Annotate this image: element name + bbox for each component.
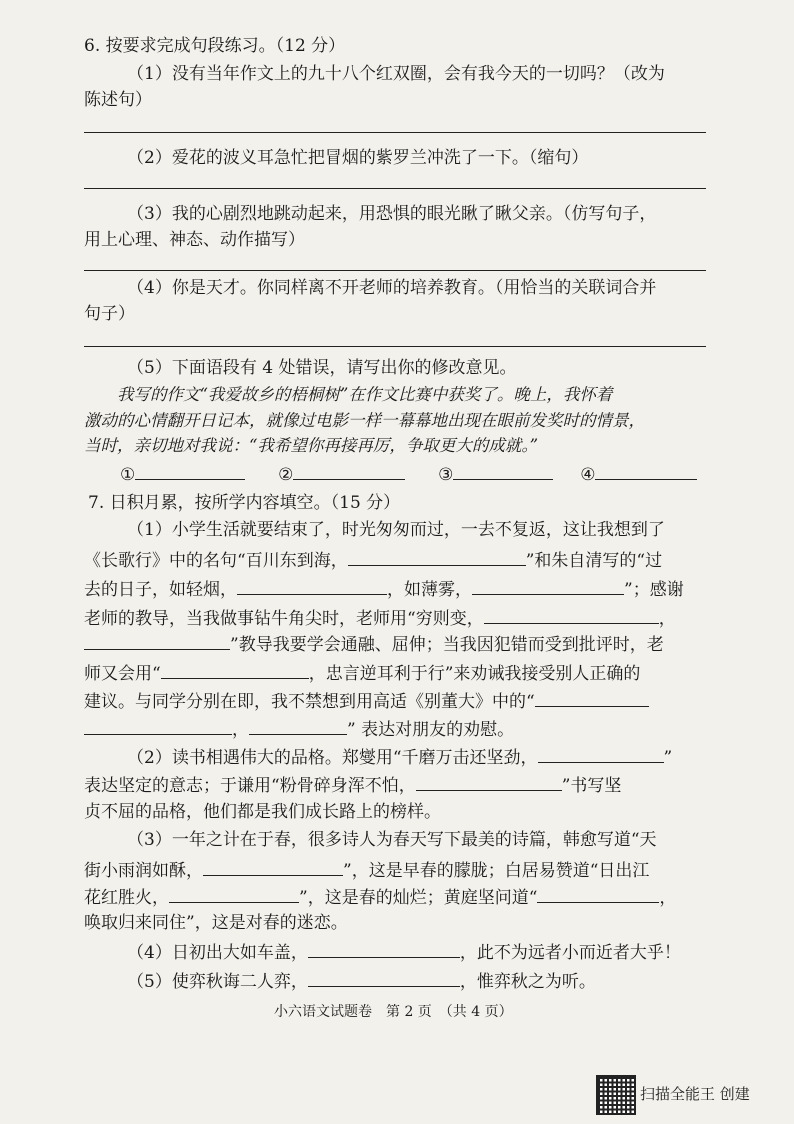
q7-line-6 <box>84 662 640 685</box>
q7-text: ， <box>659 888 677 908</box>
q7-text: ” <box>663 748 673 768</box>
q7-line-12: （3）一年之计在于春，很多诗人为春天写下最美的诗篇，韩愈写道“天 <box>127 830 657 850</box>
q6-paragraph-a: 我写的作文“我爱故乡的梧桐树”在作文比赛中获奖了。晚上，我怀着 <box>117 385 613 404</box>
q7-text: ，如薄雾， <box>387 580 472 600</box>
answer-line[interactable] <box>84 188 706 189</box>
q7-line-7 <box>84 690 649 713</box>
fill-blank[interactable] <box>538 746 664 763</box>
q7-line-13 <box>84 859 649 882</box>
q6-paragraph-b: 激动的心情翻开日记本，就像过电影一样一幕幕地出现在眼前发奖时的情景， <box>84 411 645 430</box>
qr-code-icon <box>596 1075 636 1115</box>
fill-blank[interactable] <box>348 549 526 566</box>
q7-line-9 <box>127 746 672 769</box>
revision-blank-1[interactable] <box>135 463 245 480</box>
revision-row <box>120 463 697 486</box>
q7-text: ， <box>232 720 249 740</box>
mark-2: ② <box>278 465 294 485</box>
q7-text: 建议。与同学分别在即，我不禁想到用高适《别董大》中的“ <box>84 692 535 712</box>
fill-blank[interactable] <box>84 633 230 650</box>
q7-text: 去的日子，如轻烟， <box>84 580 237 600</box>
q7-text: ”，这是早春的朦胧；白居易赞道“日出江 <box>343 861 650 881</box>
fill-blank[interactable] <box>237 578 387 595</box>
fill-blank[interactable] <box>535 690 649 707</box>
q6-p3-a: （3）我的心剧烈地跳动起来，用恐惧的眼光瞅了瞅父亲。（仿写句子， <box>127 204 657 224</box>
q7-line-3 <box>84 578 684 601</box>
q7-line-1: （1）小学生活就要结束了，时光匆匆而过，一去不复返，这让我想到了 <box>127 520 665 540</box>
q7-text: ”，这是春的灿烂；黄庭坚问道“ <box>299 888 538 908</box>
fill-blank[interactable] <box>472 578 624 595</box>
q7-text: ，此不为远者小而近者大乎！ <box>459 943 681 963</box>
q7-line-5 <box>84 633 664 656</box>
answer-line[interactable] <box>84 132 706 133</box>
q7-text: ” 表达对朋友的劝慰。 <box>347 720 515 740</box>
fill-blank[interactable] <box>249 718 347 735</box>
q7-line-2 <box>84 549 662 572</box>
q7-text: （4）日初出大如车盖， <box>127 943 308 963</box>
answer-line[interactable] <box>84 270 706 271</box>
q7-text: ，忠言逆耳利于行”来劝诫我接受别人正确的 <box>308 664 641 684</box>
q7-line-10 <box>84 774 621 797</box>
q6-p2: （2）爱花的波义耳急忙把冒烟的紫罗兰冲洗了一下。（缩句） <box>127 148 589 168</box>
q7-line-17 <box>127 970 596 993</box>
q7-text: 师又会用“ <box>84 664 161 684</box>
q7-text: ，惟弈秋之为听。 <box>459 972 596 992</box>
q7-text: ”教导我要学会通融、屈伸；当我因犯错而受到批评时，老 <box>230 635 664 655</box>
q6-title: 6. 按要求完成句段练习。（12 分） <box>84 36 346 56</box>
fill-blank[interactable] <box>416 774 562 791</box>
fill-blank[interactable] <box>161 662 309 679</box>
q7-text: （5）使弈秋诲二人弈， <box>127 972 308 992</box>
q6-paragraph-c: 当时，亲切地对我说：“我希望你再接再厉，争取更大的成就。” <box>84 436 539 455</box>
fill-blank[interactable] <box>537 886 659 903</box>
revision-blank-3[interactable] <box>453 463 553 480</box>
q6-p1-b: 陈述句） <box>84 90 152 110</box>
page-footer: 小六语文试题卷 第 2 页 （共 4 页） <box>274 1004 513 1020</box>
q7-text: 表达坚定的意志；于谦用“粉骨碎身浑不怕， <box>84 776 416 796</box>
q6-p3-b: 用上心理、神态、动作描写） <box>84 230 305 250</box>
fill-blank[interactable] <box>484 607 659 624</box>
fill-blank[interactable] <box>203 859 343 876</box>
q7-text: 街小雨润如酥， <box>84 861 203 881</box>
q7-line-11: 贞不屈的品格，他们都是我们成长路上的榜样。 <box>84 802 441 822</box>
q7-text: ， <box>658 609 676 629</box>
q7-text: （2）读书相遇伟大的品格。郑燮用“千磨万击还坚劲， <box>127 748 538 768</box>
q7-line-14 <box>84 886 676 909</box>
q7-line-8 <box>84 718 514 741</box>
revision-blank-4[interactable] <box>595 463 697 480</box>
q6-p1-a: （1）没有当年作文上的九十八个红双圈，会有我今天的一切吗？（改为 <box>127 64 665 84</box>
q7-text: ”；感谢 <box>624 580 684 600</box>
revision-blank-2[interactable] <box>293 463 405 480</box>
mark-3: ③ <box>438 465 454 485</box>
q7-text: 老师的教导，当我做事钻牛角尖时，老师用“穷则变， <box>84 609 484 629</box>
q6-p5: （5）下面语段有 4 处错误，请写出你的修改意见。 <box>127 358 517 378</box>
q7-line-15: 唤取归来同住”，这是对春的迷恋。 <box>84 913 348 933</box>
fill-blank[interactable] <box>308 941 460 958</box>
answer-line[interactable] <box>84 346 706 347</box>
q7-text: 花红胜火， <box>84 888 169 908</box>
fill-blank[interactable] <box>308 970 460 987</box>
q7-text: ”和朱自清写的“过 <box>525 551 663 571</box>
q7-line-16 <box>127 941 681 964</box>
scanner-watermark: 扫描全能王 创建 <box>640 1085 750 1103</box>
fill-blank[interactable] <box>84 718 232 735</box>
mark-4: ④ <box>580 465 596 485</box>
q6-p4-a: （4）你是天才。你同样离不开老师的培养教育。（用恰当的关联词合并 <box>127 278 657 298</box>
q7-line-4 <box>84 607 676 630</box>
fill-blank[interactable] <box>169 886 299 903</box>
q7-text: ”书写坚 <box>561 776 622 796</box>
q7-text: 《长歌行》中的名句“百川东到海， <box>84 551 348 571</box>
q7-title: 7. 日积月累，按所学内容填空。（15 分） <box>88 493 401 513</box>
q6-p4-b: 句子） <box>84 304 135 324</box>
mark-1: ① <box>120 465 136 485</box>
